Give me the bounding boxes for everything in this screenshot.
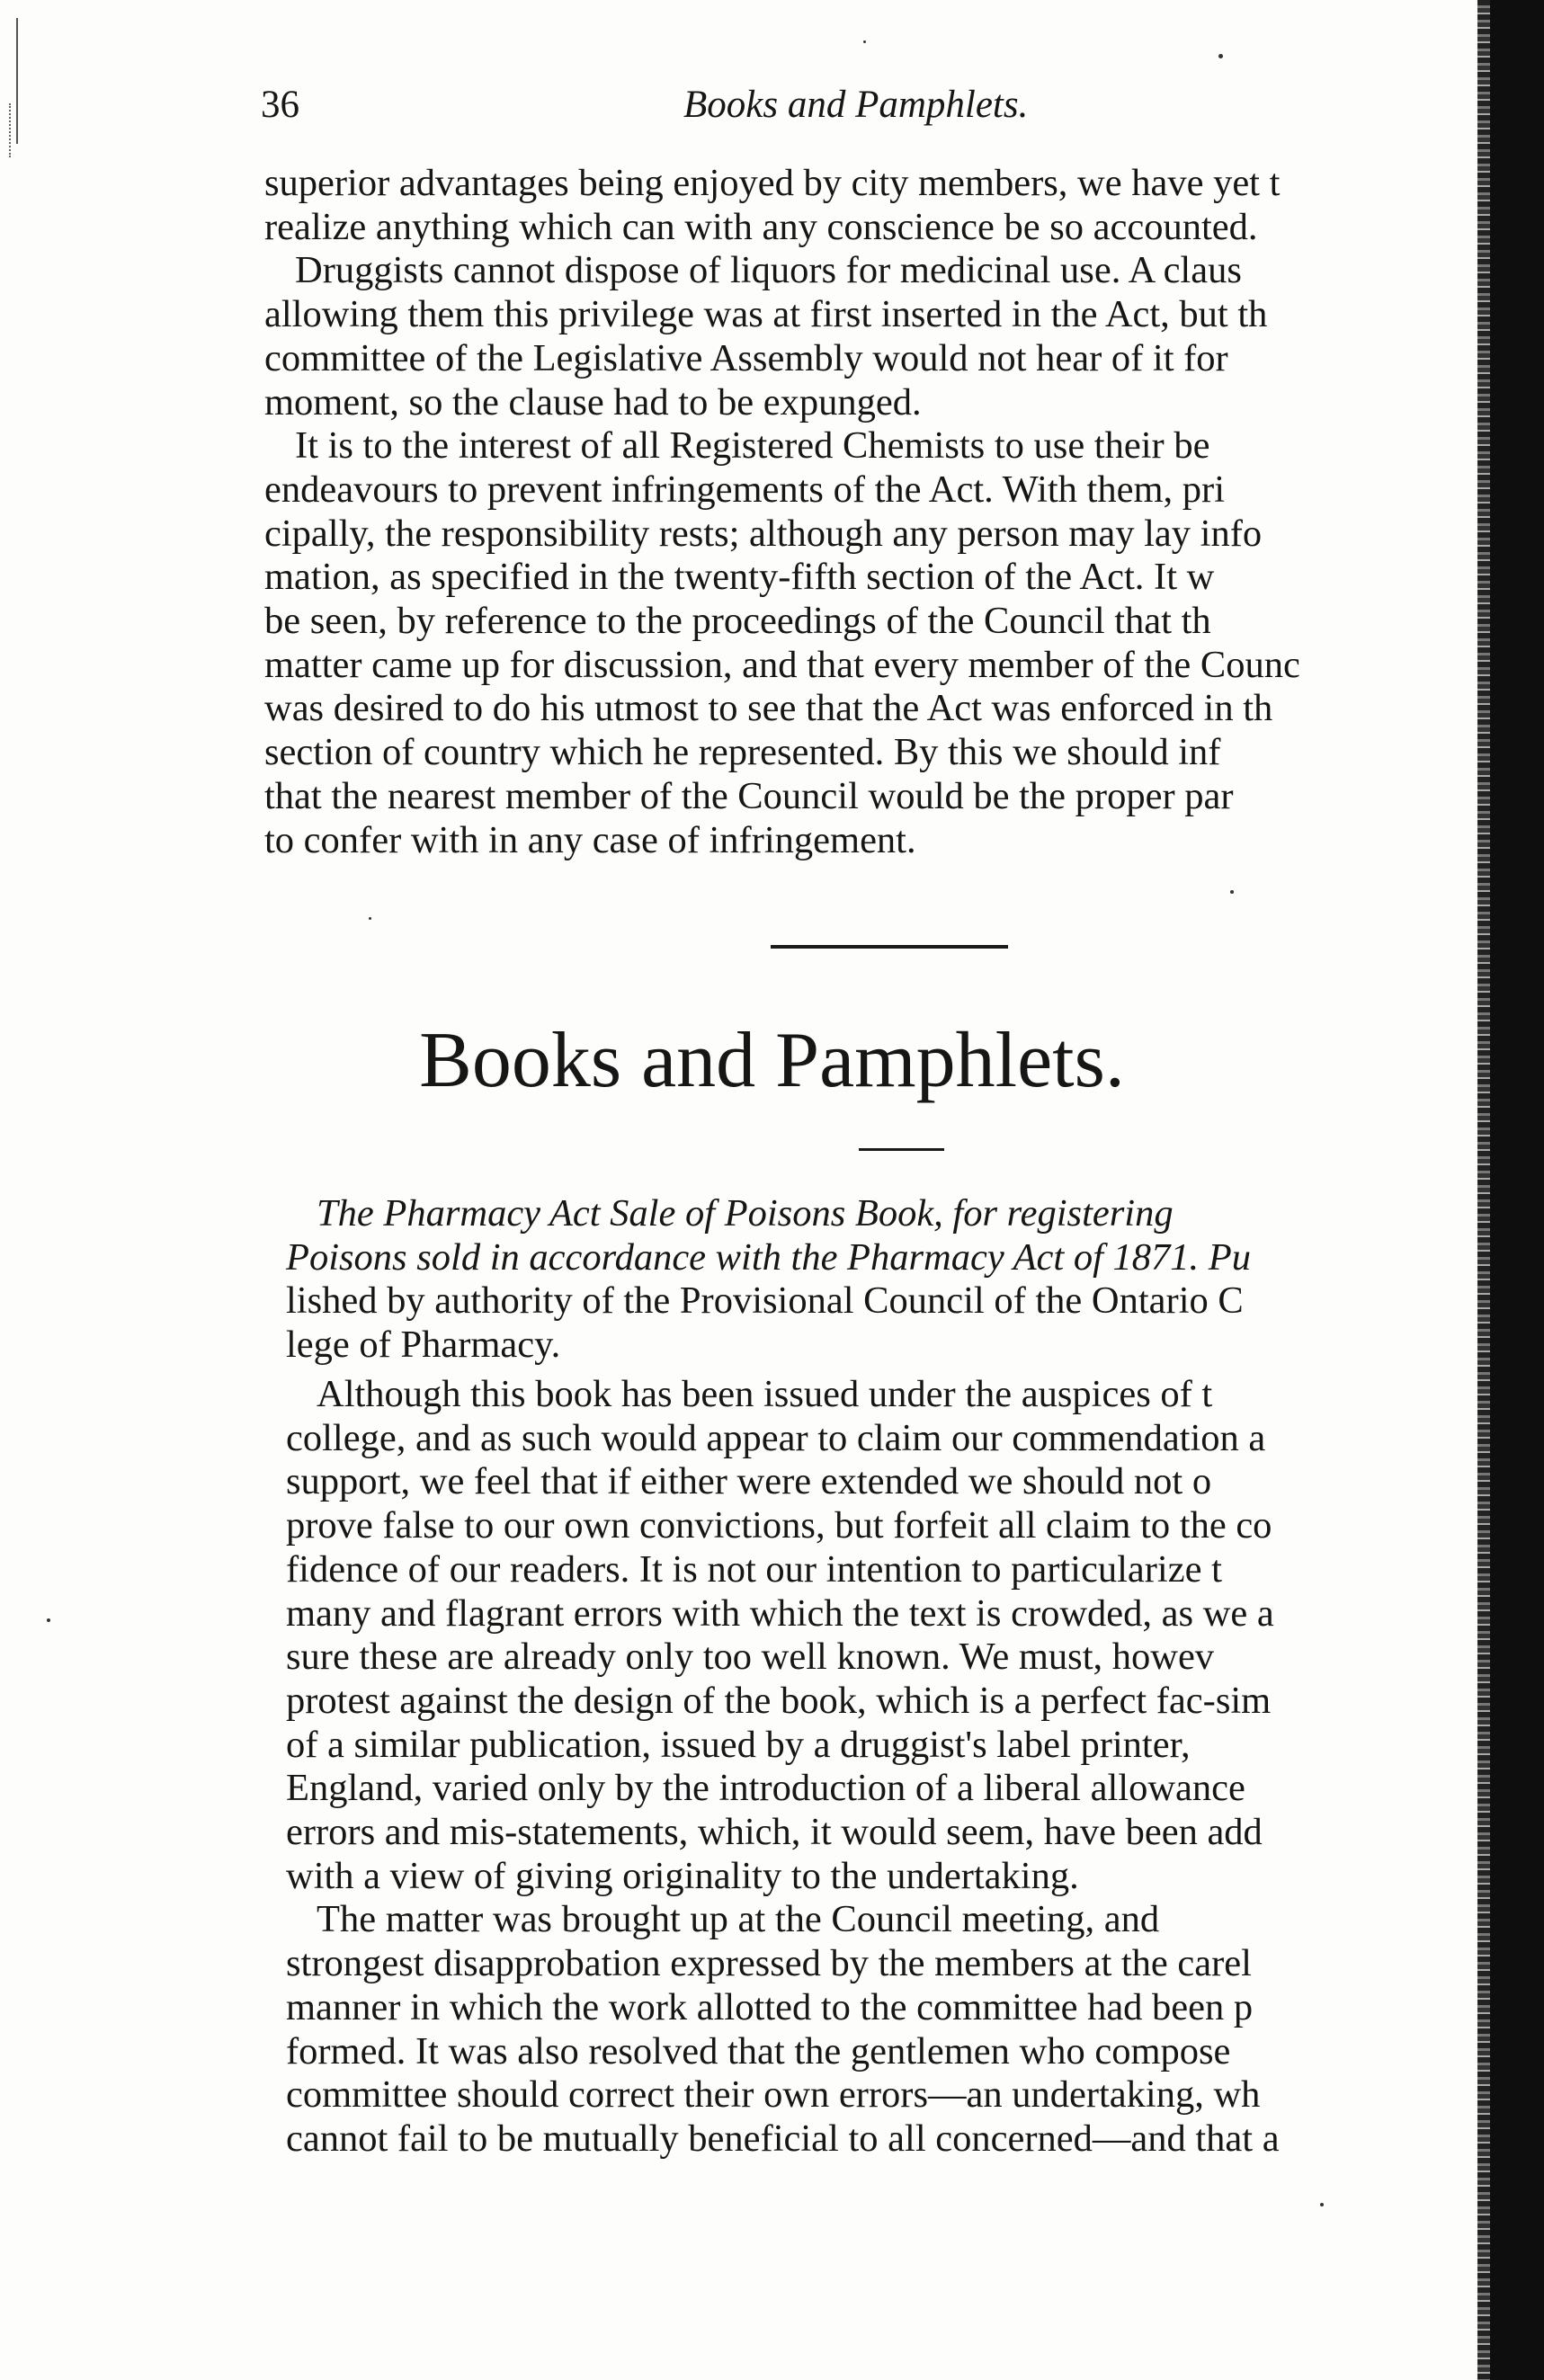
text-line: section of country which he represented. By this we should inf — [264, 731, 1221, 774]
text-line: of a similar publication, issued by a druggist's label printer, — [286, 1723, 1191, 1766]
text-line: sure these are already only too well known. We must, howev — [286, 1636, 1215, 1679]
text-line: lished by authority of the Provisional Council of the Ontario C — [286, 1279, 1244, 1323]
section-heading: Books and Pamphlets. — [419, 1017, 1125, 1104]
review-body — [286, 1373, 1487, 2162]
review-citation — [286, 1192, 1487, 1368]
text-line: superior advantages being enjoyed by city members, we have yet t — [264, 162, 1281, 204]
text-line: matter came up for discussion, and that every member of the Counc — [264, 643, 1300, 686]
ink-speck — [1218, 54, 1223, 58]
text-line: cannot fail to be mutually beneficial to all concerned—and that a — [286, 2117, 1280, 2160]
gutter-mark — [16, 18, 18, 144]
ink-speck — [369, 917, 371, 920]
text-line: England, varied only by the introduction of a liberal allowance — [286, 1767, 1245, 1810]
ink-speck — [1230, 890, 1234, 894]
text-line: It is to the interest of all Registered Chemists to use their be — [295, 424, 1210, 468]
text-line: realize anything which can with any conscience be so accounted. — [264, 205, 1258, 248]
text-line: Although this book has been issued under the auspices of t — [317, 1373, 1213, 1415]
text-line: The matter was brought up at the Council meeting, and — [317, 1898, 1160, 1941]
text-line: many and flagrant errors with which the text is crowded, as we a — [286, 1591, 1274, 1635]
ink-speck — [1320, 2203, 1324, 2206]
text-line: endeavours to prevent infringements of the Act. With them, pri — [264, 468, 1225, 511]
text-line: cipally, the responsibility rests; although any person may lay info — [264, 512, 1263, 555]
gutter-dots — [9, 103, 13, 157]
text-line: manner in which the work allotted to the committee had been p — [286, 1985, 1254, 2028]
ink-speck — [863, 40, 866, 43]
text-line: fidence of our readers. It is not our intention to particularize t — [286, 1547, 1222, 1591]
text-line: be seen, by reference to the proceedings of the Council that th — [264, 600, 1211, 643]
section-divider-rule — [771, 945, 1008, 949]
text-line: support, we feel that if either were extended we should not o — [286, 1460, 1212, 1503]
text-line: Poisons sold in accordance with the Pharmacy Act of 1871. Pu — [286, 1235, 1251, 1279]
text-line: The Pharmacy Act Sale of Poisons Book, for registering — [317, 1192, 1174, 1235]
heading-underline-rule — [859, 1148, 944, 1151]
text-line: errors and mis-statements, which, it would seem, have been add — [286, 1811, 1263, 1854]
scan-spine-shadow — [1477, 0, 1544, 2380]
text-line: strongest disapprobation expressed by the members at the carel — [286, 1942, 1252, 1985]
text-line: to confer with in any case of infringement. — [264, 818, 916, 861]
text-line: was desired to do his utmost to see that the Act was enforced in th — [264, 687, 1273, 730]
page-header — [261, 83, 1484, 137]
text-line: with a view of giving originality to the undertaking. — [286, 1854, 1079, 1897]
text-line: formed. It was also resolved that the gentlemen who compose — [286, 2029, 1231, 2072]
text-line: Druggists cannot dispose of liquors for medicinal use. A claus — [295, 249, 1242, 292]
text-line: moment, so the clause had to be expunged. — [264, 380, 922, 423]
text-line: that the nearest member of the Council would be the proper par — [264, 774, 1234, 817]
text-line: mation, as specified in the twenty-fifth section of the Act. It w — [264, 556, 1215, 599]
ink-speck — [47, 1618, 50, 1622]
text-line: allowing them this privilege was at first inserted in the Act, but th — [264, 293, 1268, 336]
text-line: committee should correct their own errors—an undertaking, wh — [286, 2073, 1261, 2117]
text-line: lege of Pharmacy. — [286, 1324, 561, 1367]
text-line: protest against the design of the book, which is a perfect fac-sim — [286, 1679, 1272, 1722]
text-line: committee of the Legislative Assembly would not hear of it for — [264, 336, 1228, 379]
page-number: 36 — [261, 84, 299, 126]
text-line: prove false to our own convictions, but forfeit all claim to the co — [286, 1504, 1272, 1547]
text-line: college, and as such would appear to claim our commendation a — [286, 1416, 1266, 1459]
running-title: Books and Pamphlets. — [683, 84, 1029, 126]
article-continuation — [264, 162, 1487, 862]
